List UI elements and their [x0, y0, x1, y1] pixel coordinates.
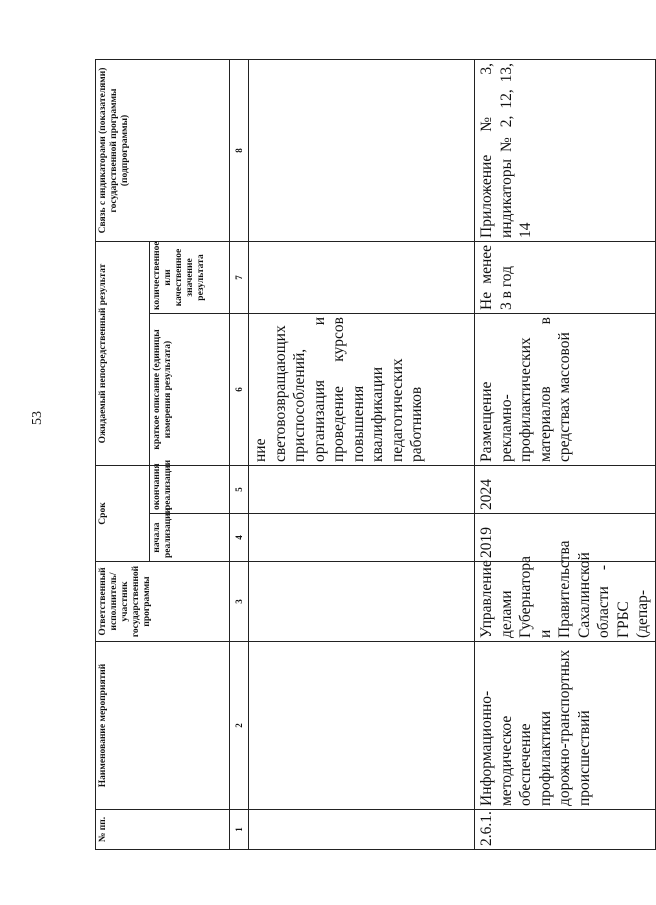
- header-srok-start: начала реализации: [150, 514, 230, 562]
- table-row: [249, 59, 475, 849]
- col-number: 6: [230, 314, 249, 466]
- start-year-cell: 2019: [475, 514, 656, 562]
- col-number: 3: [230, 562, 249, 642]
- result-description-cell: Размещение рекламно-профилактических материалов в средствах массовой: [475, 314, 656, 466]
- program-table: [95, 59, 656, 850]
- header-num: № пп.: [96, 810, 230, 850]
- col-number: 7: [230, 241, 249, 313]
- page-number: 53: [30, 411, 45, 425]
- header-result-desc: краткое описание (единицы измерения результата): [150, 314, 230, 466]
- header-executor: Ответственный исполнитель/ участник государственной программы: [96, 562, 230, 642]
- column-numbers-row: [230, 59, 249, 849]
- header-name: Наименование мероприятий: [96, 642, 230, 810]
- end-year-cell: 2024: [475, 466, 656, 514]
- executor-cell: Управление делами Губернатора и Правительства Сахалинской области - ГРБС (депар-: [475, 562, 656, 642]
- indicator-link-cell: Приложение № 3, индикаторы № 2, 12, 13, 14: [475, 59, 656, 241]
- rotated-table-container: [95, 60, 652, 850]
- result-quantity-cell: Не менее 3 в год: [475, 241, 656, 313]
- header-indicator-link: Связь с индикаторами (показателями) государственной программы (подпрограммы): [96, 59, 230, 241]
- row-number-cell: 2.6.1.: [475, 810, 656, 850]
- col-number: 4: [230, 514, 249, 562]
- col-number: 8: [230, 59, 249, 241]
- measure-name-cell: Информационно-методическое обеспечение профилактики дорожно-транспортных происшествий: [475, 642, 656, 810]
- result-description-cell: ние световозвращающих приспособлений, организация и проведение курсов повышения квалификации педагогических работников: [249, 314, 475, 466]
- header-result: Ожидаемый непосредственный результат: [96, 241, 150, 465]
- col-number: 2: [230, 642, 249, 810]
- header-result-qty: количественное или качественное значение результата: [150, 241, 230, 313]
- header-srok-end: окончания реализации: [150, 466, 230, 514]
- header-srok: Срок: [96, 466, 150, 562]
- table-row: [475, 59, 656, 849]
- col-number: 5: [230, 466, 249, 514]
- col-number: 1: [230, 810, 249, 850]
